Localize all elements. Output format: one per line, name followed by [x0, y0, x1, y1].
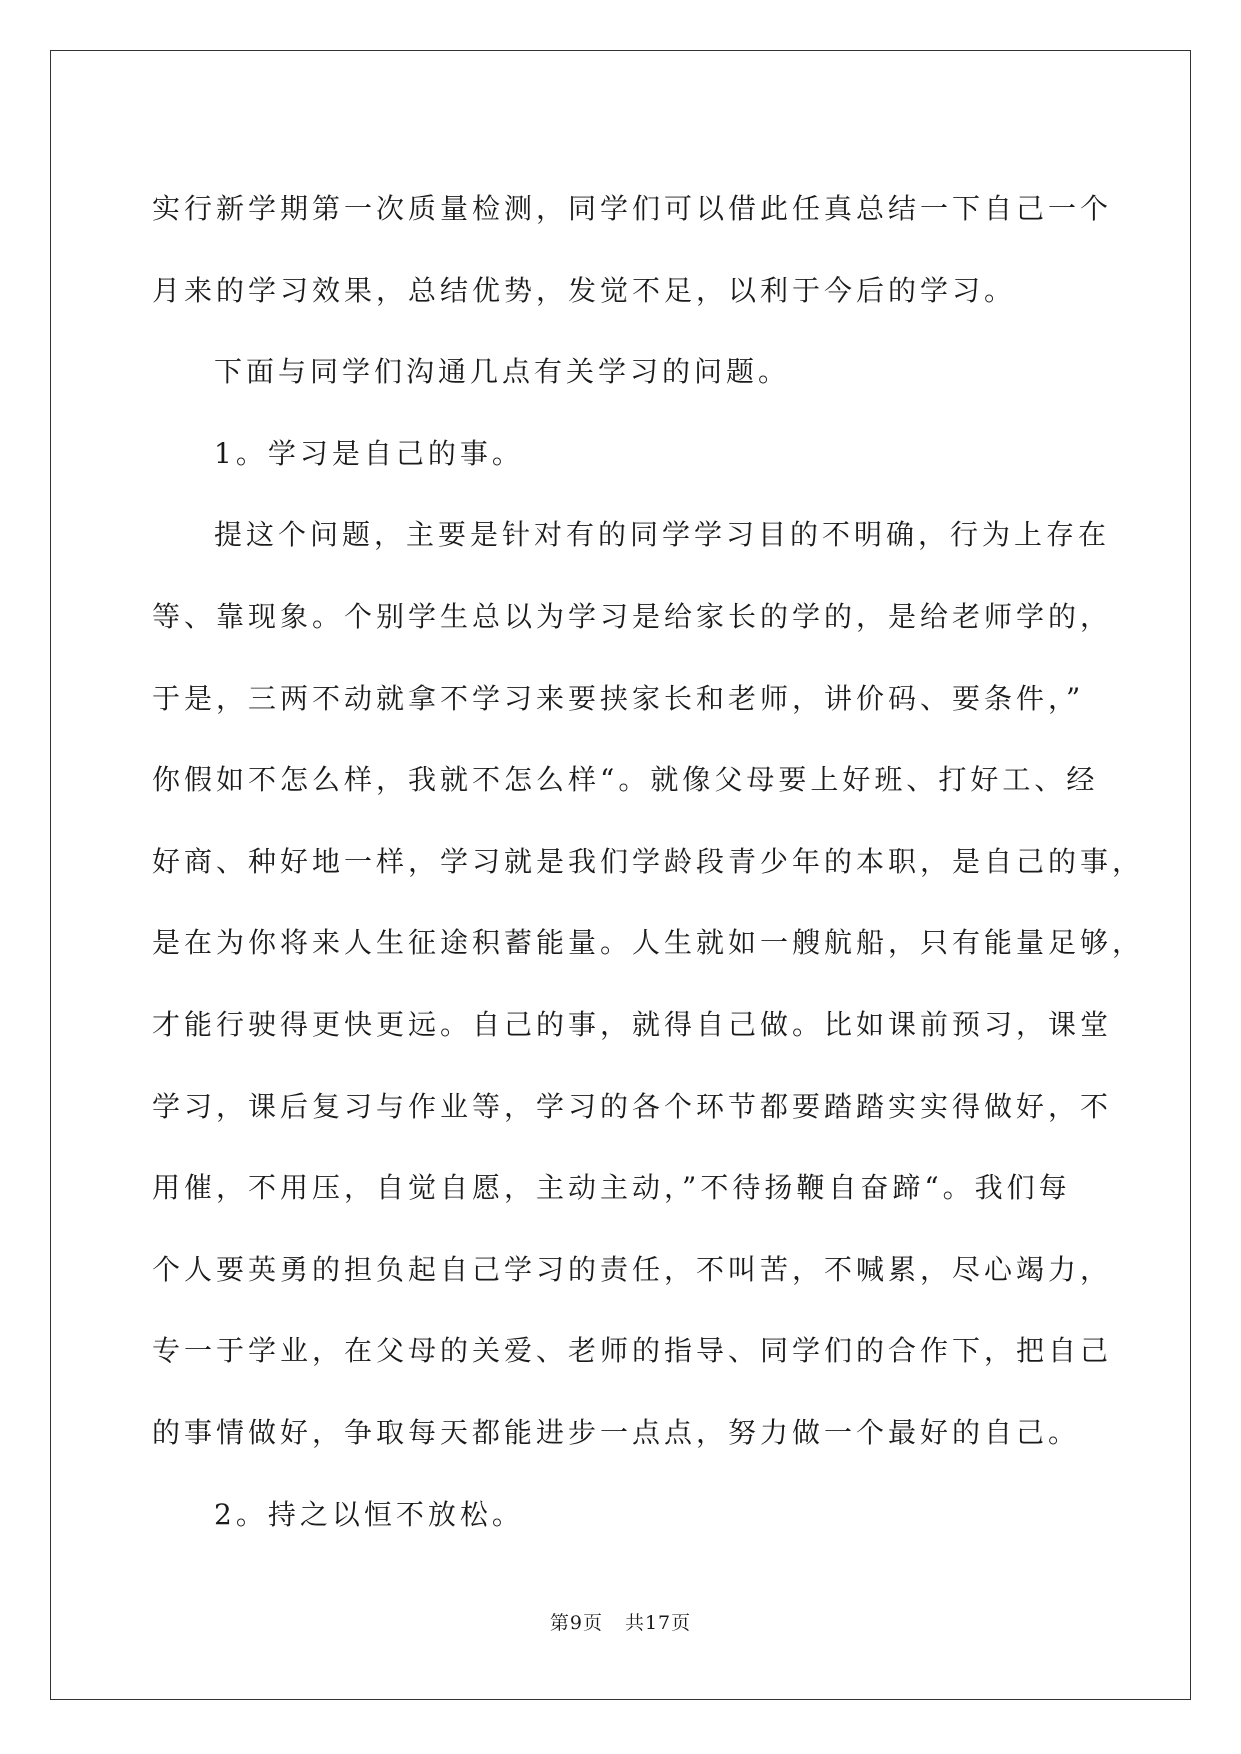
section-heading: 2。持之以恒不放松。: [214, 1497, 524, 1531]
current-page-number: 第9页: [549, 1612, 603, 1634]
section-heading: 1。学习是自己的事。: [214, 436, 524, 470]
paragraph-start: 下面与同学们沟通几点有关学习的问题。: [214, 355, 791, 389]
text-line: 是在为你将来人生征途积蓄能量。人生就如一艘航船，只有能量足够，: [152, 926, 1145, 960]
text-line: 专一于学业，在父母的关爱、老师的指导、同学们的合作下，把自己: [152, 1334, 1113, 1368]
total-pages: 共17页: [624, 1612, 692, 1634]
text-line: 于是，三两不动就拿不学习来要挟家长和老师，讲价码、要条件，”: [152, 681, 1085, 715]
text-line: 学习，课后复习与作业等，学习的各个环节都要踏踏实实得做好，不: [152, 1089, 1113, 1123]
page-footer: [0, 1608, 1241, 1635]
text-line: 实行新学期第一次质量检测，同学们可以借此任真总结一下自己一个: [152, 192, 1113, 225]
text-line: 个人要英勇的担负起自己学习的责任，不叫苦，不喊累，尽心竭力，: [152, 1252, 1113, 1286]
text-line: 才能行驶得更快更远。自己的事，就得自己做。比如课前预习，课堂: [152, 1007, 1113, 1041]
text-line: 等、靠现象。个别学生总以为学习是给家长的学的，是给老师学的，: [152, 599, 1113, 633]
text-line: 月来的学习效果，总结优势，发觉不足，以利于今后的学习。: [152, 273, 1017, 307]
text-line: 用催，不用压，自觉自愿，主动主动，”不待扬鞭自奋蹄“。我们每: [152, 1171, 1071, 1205]
text-line: 你假如不怎么样，我就不怎么样“。就像父母要上好班、打好工、经: [152, 763, 1099, 797]
document-body: [152, 168, 1145, 1555]
text-line: 好商、种好地一样，学习就是我们学龄段青少年的本职，是自己的事，: [152, 844, 1145, 878]
text-line: 的事情做好，争取每天都能进步一点点，努力做一个最好的自己。: [152, 1415, 1081, 1449]
paragraph-start: 提这个问题，主要是针对有的同学学习目的不明确，行为上存在: [214, 518, 1111, 552]
